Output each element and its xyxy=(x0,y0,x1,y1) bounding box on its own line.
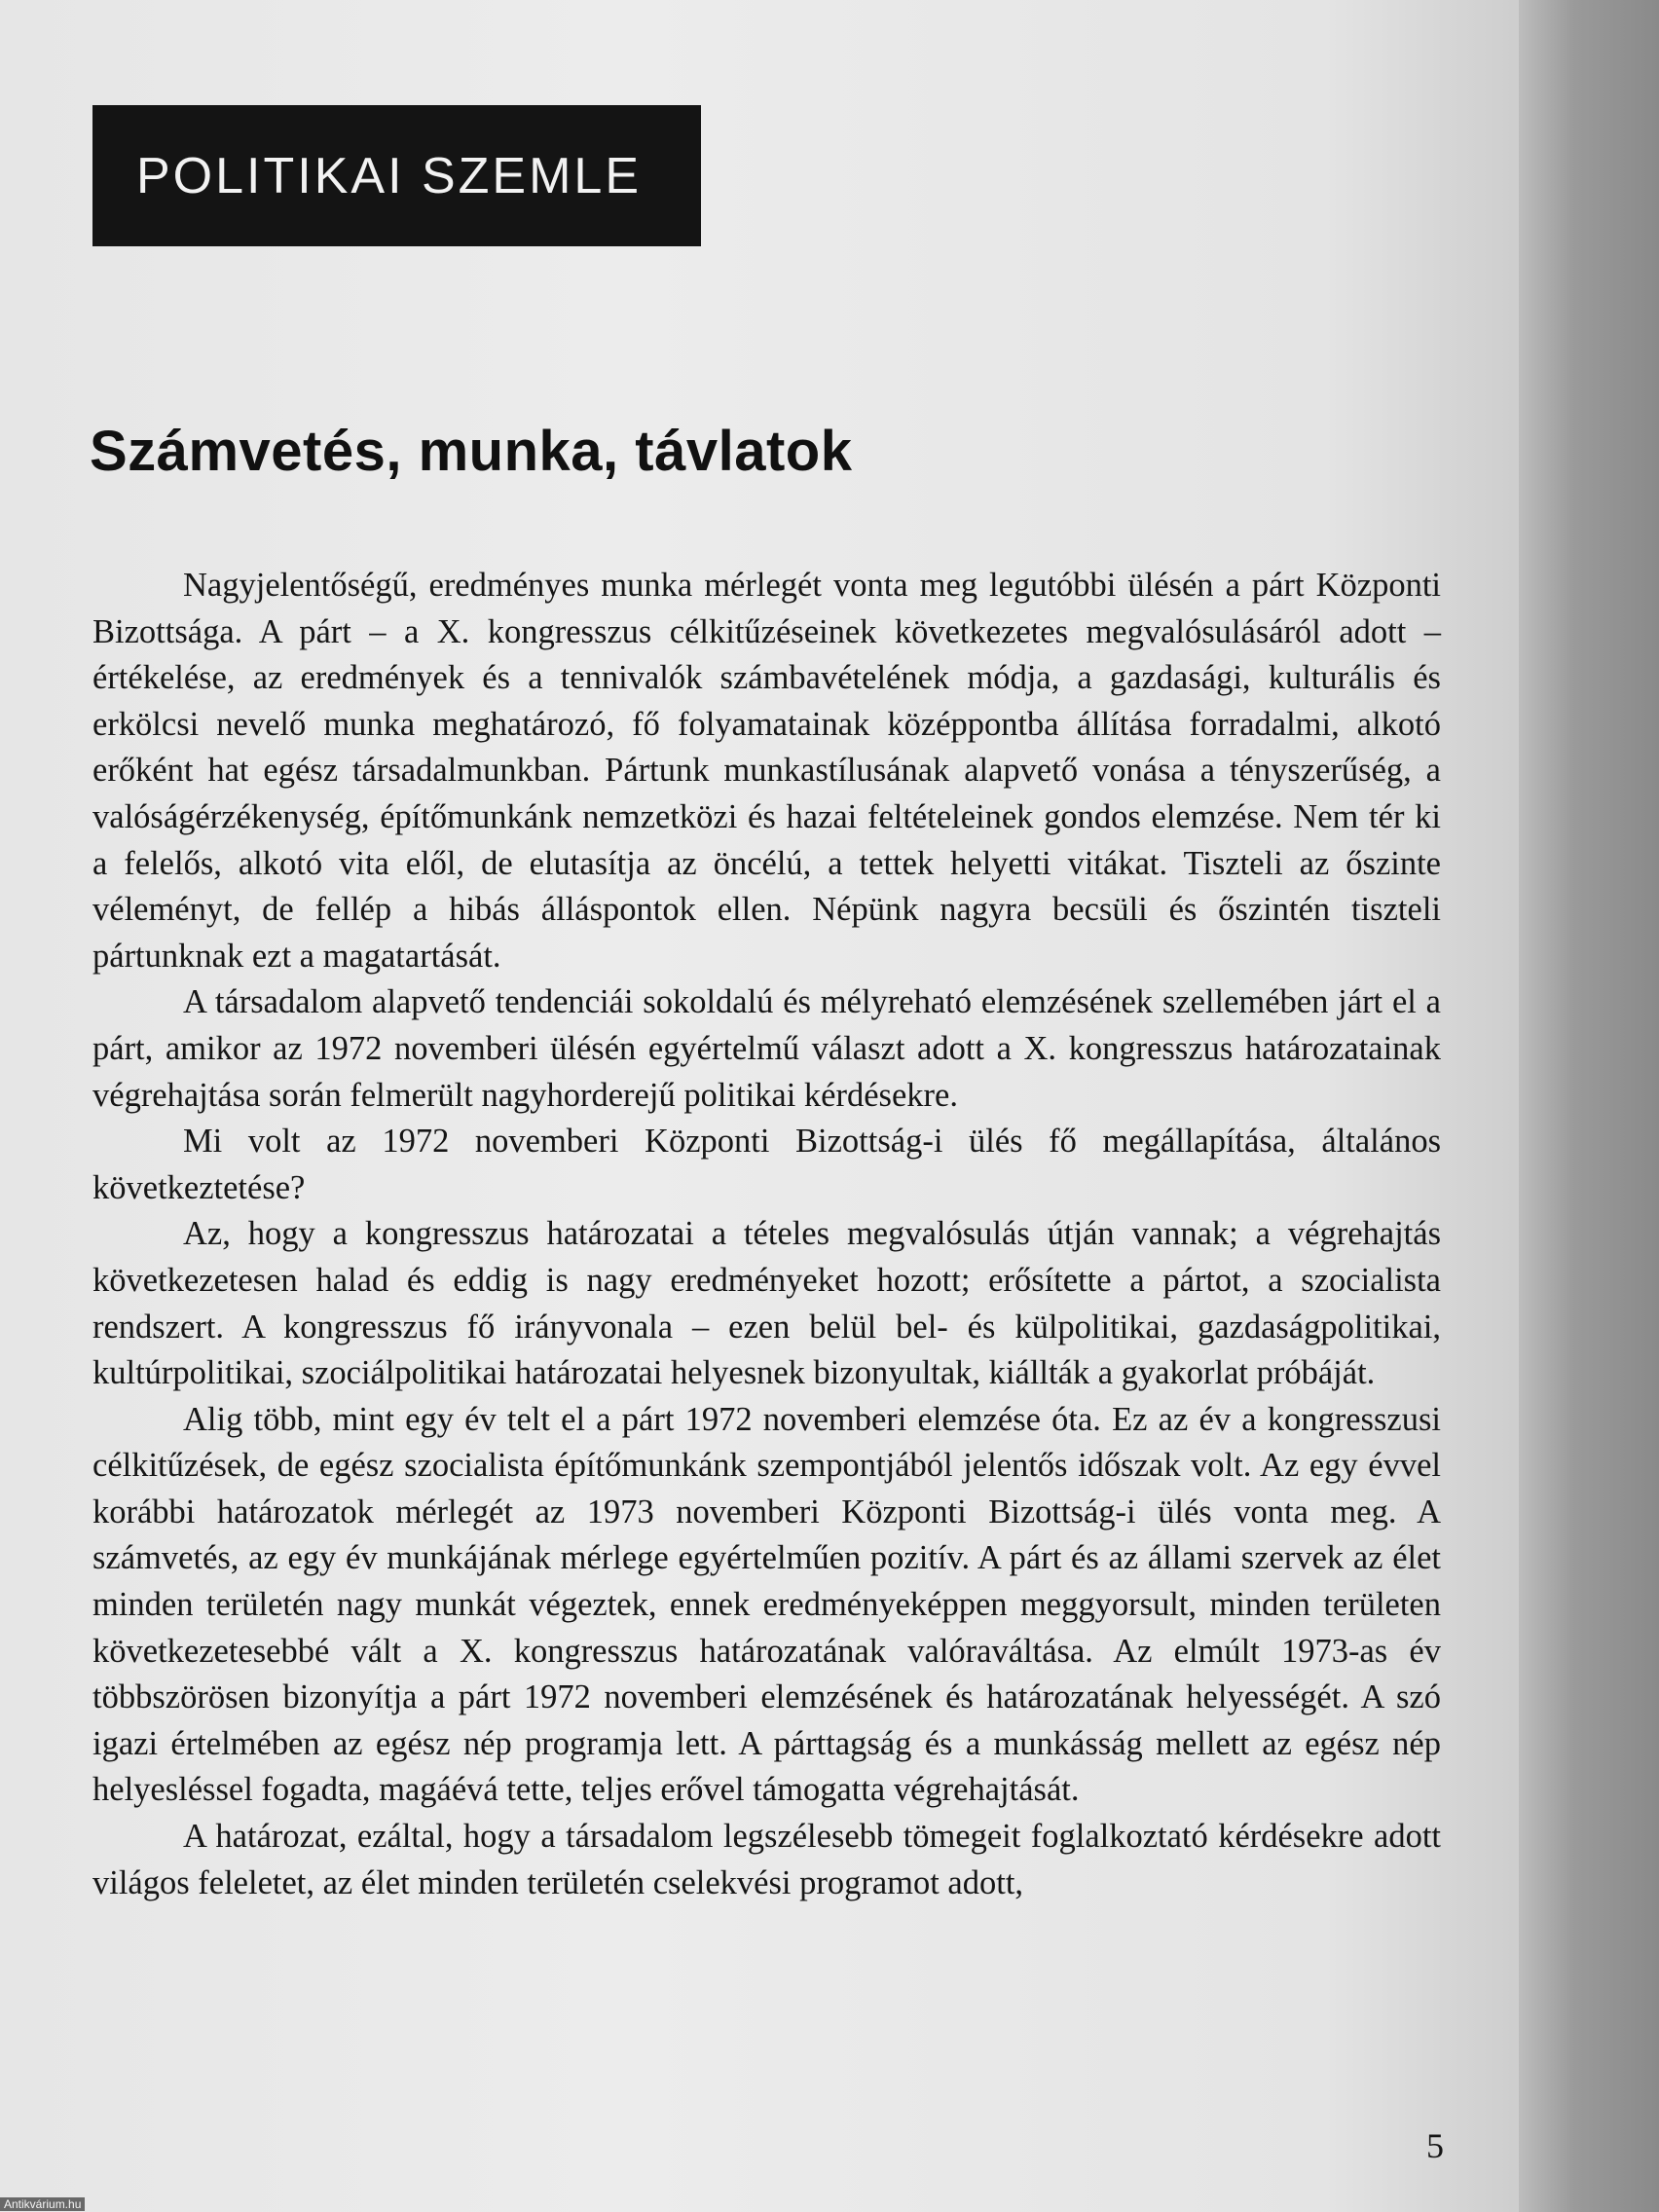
page-edge-shadow xyxy=(1519,0,1659,2212)
paragraph: Az, hogy a kongresszus határozatai a tételes megvalósulás útján vannak; a végrehajtás következetesen halad és eddig is nagy eredményeket hozott; erősítette a pártot, a szocialista rendszert. A kongresszus fő irányvonala – ezen belül bel- és külpolitikai, gazdaságpolitikai, kultúrpolitikai, szociálpolitikai határozatai helyesnek bizonyultak, kiállták a gyakorlat próbáját. xyxy=(92,1215,1441,1392)
paragraph: A társadalom alapvető tendenciái sokoldalú és mélyreható elemzésének szellemében járt el a párt, amikor az 1972 novemberi ülésén egyértelmű választ adott a X. kongresszus határozatainak végrehajtása során felmerült nagyhorderejű politikai kérdésekre. xyxy=(92,983,1441,1114)
watermark: Antikvárium.hu xyxy=(0,2197,85,2211)
article-title: Számvetés, munka, távlatok xyxy=(90,420,853,483)
paragraph: A határozat, ezáltal, hogy a társadalom legszélesebb tömegeit foglalkoztató kérdésekre adott világos feleletet, az élet minden területén cselekvési programot adott, xyxy=(92,1818,1441,1901)
article-body xyxy=(92,563,1441,1906)
paragraph: Mi volt az 1972 novemberi Központi Bizottság-i ülés fő megállapítása, általános következtetése? xyxy=(92,1123,1441,1206)
paragraph: Alig több, mint egy év telt el a párt 1972 novemberi elemzése óta. Ez az év a kongresszusi célkitűzések, de egész szocialista építőmunkánk szempontjából jelentős időszak volt. Az egy évvel korábbi határozatok mérlegét az 1973 novemberi Központi Bizottság-i ülés vonta meg. A számvetés, az egy év munkájának mérlege egyértelműen pozitív. A párt és az állami szervek az élet minden területén nagy munkát végeztek, ennek eredményeképpen meggyorsult, minden területen következetesebbé vált a X. kongresszus határozatának valóraváltása. Az elmúlt 1973-as év többszörösen bizonyítja a párt 1972 novemberi elemzésének és határozatának helyességét. A szó igazi értelmében az egész nép programja lett. A párttagság és a munkásság mellett az egész nép helyesléssel fogadta, magáévá tette, teljes erővel támogatta végrehajtását. xyxy=(92,1400,1441,1809)
paragraph: Nagyjelentőségű, eredményes munka mérlegét vonta meg legutóbbi ülésén a párt Központi Bizottsága. A párt – a X. kongresszus célkitűzéseinek következetes megvalósulásáról adott – értékelése, az eredmények és a tennivalók számbavételének módja, a gazdasági, kulturális és erkölcsi nevelő munka meghatározó, fő folyamatainak középpontba állítása forradalmi, alkotó erőként hat egész társadalmunkban. Pártunk munkastílusának alapvető vonása a tényszerűség, a valóságérzékenység, építőmunkánk nemzetközi és hazai feltételeinek gondos elemzése. Nem tér ki a felelős, alkotó vita elől, de elutasítja az öncélú, a tettek helyetti vitákat. Tiszteli az őszinte véleményt, de fellép a hibás álláspontok ellen. Népünk nagyra becsüli és őszintén tiszteli pártunknak ezt a magatartását. xyxy=(92,567,1441,975)
section-header: POLITIKAI SZEMLE xyxy=(136,147,643,204)
page-number: 5 xyxy=(1426,2126,1444,2165)
section-header-box xyxy=(92,105,701,246)
